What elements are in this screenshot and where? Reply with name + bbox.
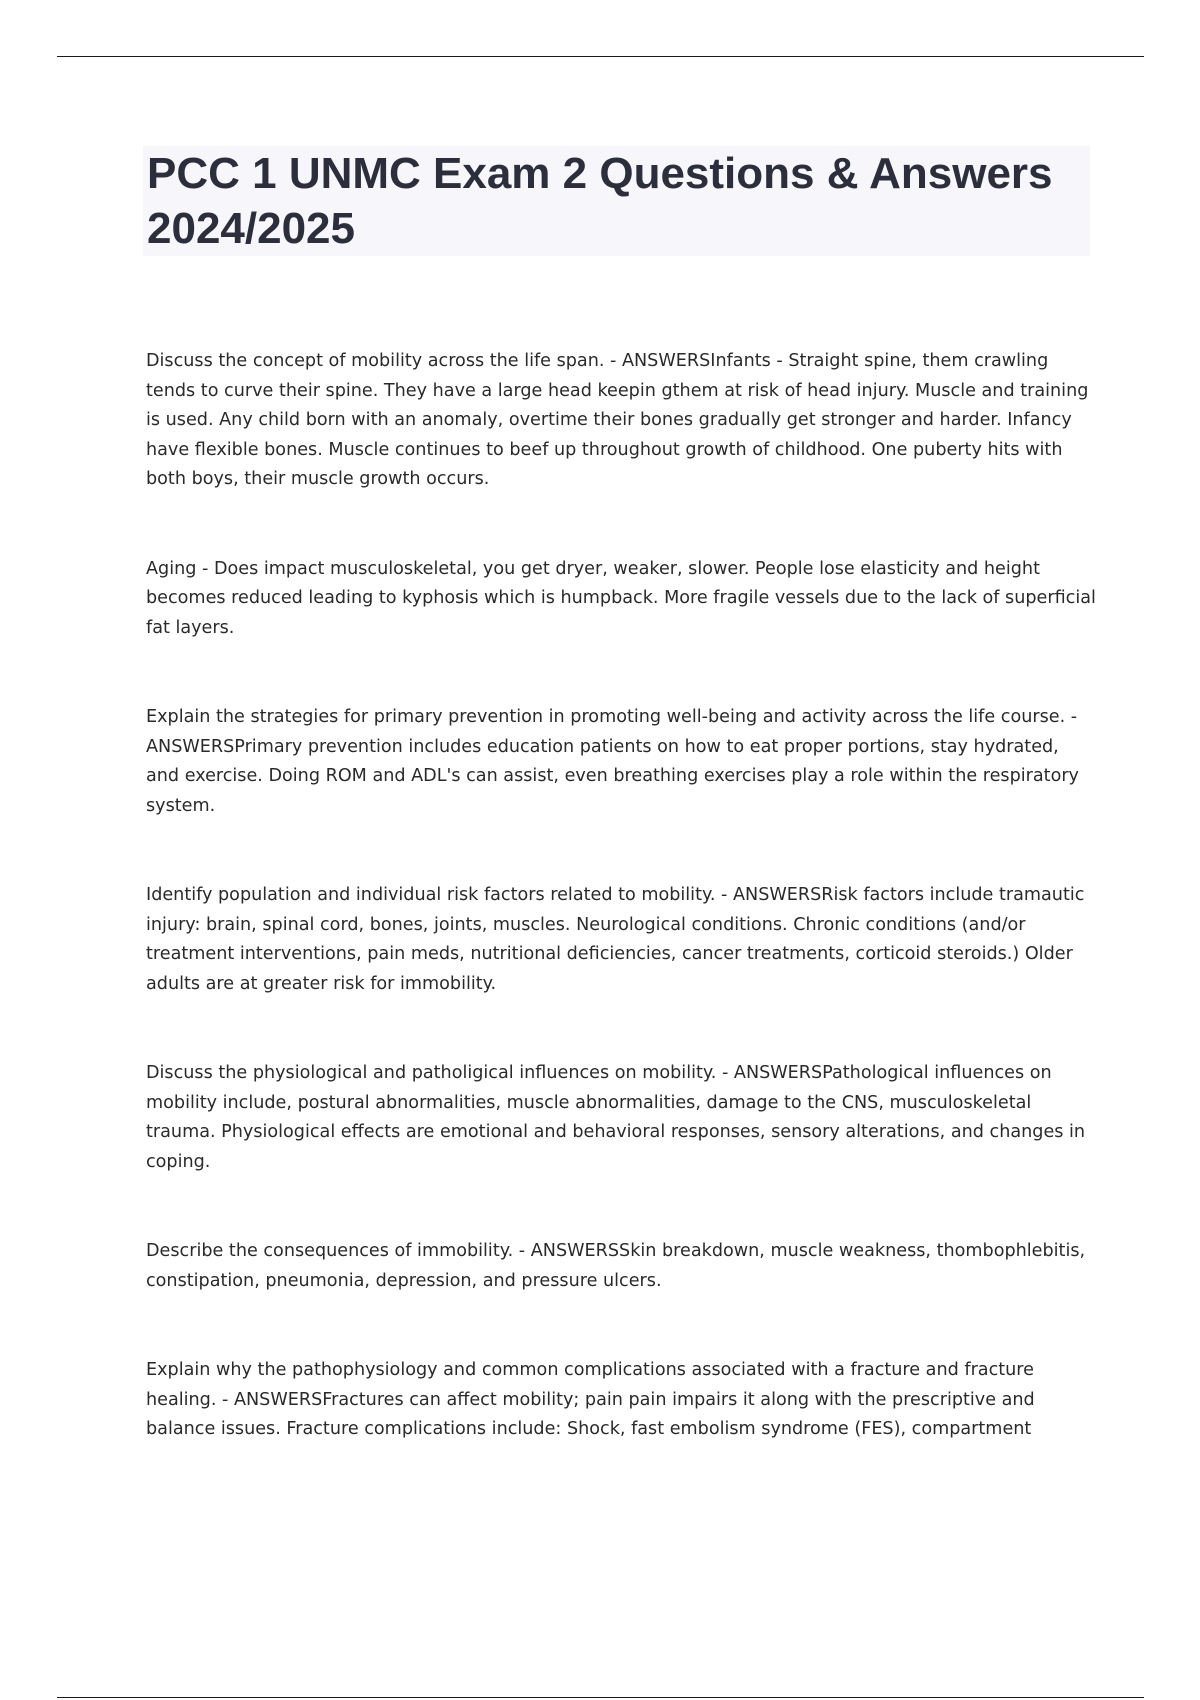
- qa-entry: Discuss the concept of mobility across the life span. - ANSWERSInfants - Straight spine, them crawling tends to curve their spine. They have a large head keepin gthem at risk of head injury. Muscle and training is used. Any child born with an anomaly, overtime their bones gradually get stronger and harder. Infancy have flexible bones. Muscle continues to beef up throughout growth of childhood. One puberty hits with both boys, their muscle growth occurs.: [146, 351, 1089, 489]
- qa-list: [146, 347, 1096, 1505]
- footer-rule: [57, 1697, 1144, 1698]
- header-rule: [57, 56, 1144, 57]
- page-title: PCC 1 UNMC Exam 2 Questions & Answers 2024/2025: [147, 149, 1053, 253]
- qa-entry: Describe the consequences of immobility. - ANSWERSSkin breakdown, muscle weakness, thombophlebitis, constipation, pneumonia, depression, and pressure ulcers.: [146, 1241, 1086, 1291]
- qa-entry: Explain the strategies for primary prevention in promoting well-being and activity across the life course. - ANSWERSPrimary prevention includes education patients on how to eat proper portions, stay hydrated, and exercise. Doing ROM and ADL's can assist, even breathing exercises play a role within the respiratory system.: [146, 707, 1079, 816]
- qa-entry: Explain why the pathophysiology and common complications associated with a fracture and fracture healing. - ANSWERSFractures can affect mobility; pain pain impairs it along with the prescriptive and balance issues. Fracture complications include: Shock, fast embolism syndrome (FES), compartment: [146, 1360, 1035, 1439]
- qa-entry: Discuss the physiological and patholigical influences on mobility. - ANSWERSPathological influences on mobility include, postural abnormalities, muscle abnormalities, damage to the CNS, musculoskeletal trauma. Physiological effects are emotional and behavioral responses, sensory alterations, and changes in coping.: [146, 1063, 1086, 1172]
- qa-entry: Aging - Does impact musculoskeletal, you get dryer, weaker, slower. People lose elasticity and height becomes reduced leading to kyphosis which is humpback. More fragile vessels due to the lack of superficial fat layers.: [146, 558, 1096, 638]
- qa-entry: Identify population and individual risk factors related to mobility. - ANSWERSRisk factors include tramautic injury: brain, spinal cord, bones, joints, muscles. Neurological conditions. Chronic conditions (and/or treatment interventions, pain meds, nutritional deficiencies, cancer treatments, corticoid steroids.) Older adults are at greater risk for immobility.: [146, 885, 1085, 994]
- title-block: [143, 146, 1090, 256]
